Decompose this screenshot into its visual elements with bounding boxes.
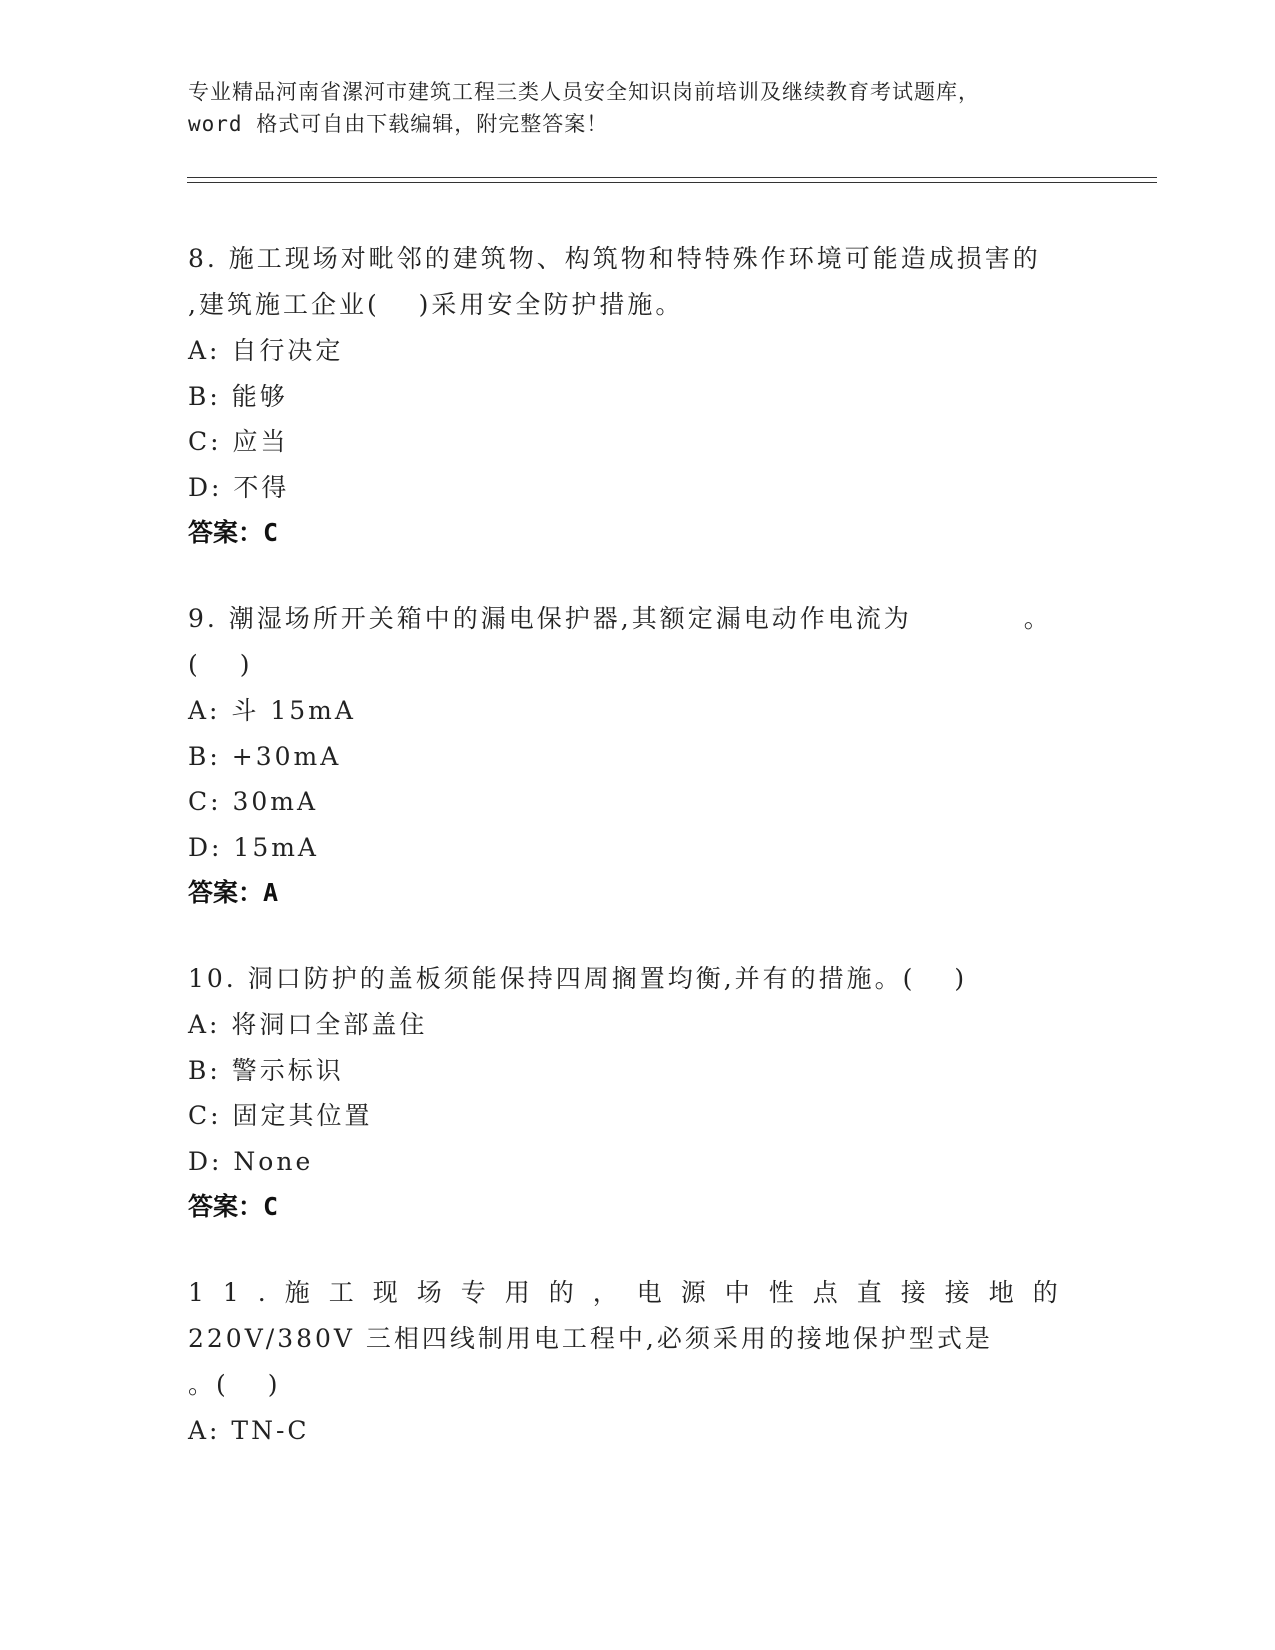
option-d: D: 15mA	[188, 832, 319, 862]
question-8	[188, 236, 1088, 556]
header-title-line-1: 专业精品河南省漯河市建筑工程三类人员安全知识岗前培训及继续教育考试题库，	[188, 80, 980, 104]
option-a: A: TN-C	[188, 1416, 310, 1445]
option-a: A: 将洞口全部盖住	[188, 1010, 428, 1039]
answer-label: 答案：C	[188, 518, 279, 547]
option-b: B: +30mA	[188, 741, 342, 771]
option-d: D: None	[188, 1146, 314, 1176]
option-c: C: 30mA	[188, 787, 319, 816]
answer-label: 答案：A	[188, 878, 279, 907]
option-c: C: 固定其位置	[188, 1101, 373, 1130]
option-c: C: 应当	[188, 427, 289, 456]
question-9	[188, 596, 1088, 916]
question-text: ( )	[188, 650, 253, 679]
header-divider-top	[187, 177, 1157, 178]
option-a: A: 斗 15mA	[188, 696, 356, 725]
question-list	[188, 236, 1088, 1494]
question-11	[188, 1270, 1088, 1454]
option-a: A: 自行决定	[188, 336, 344, 365]
option-d: D: 不得	[188, 472, 290, 502]
option-b: B: 警示标识	[188, 1055, 344, 1085]
question-text: 9. 潮湿场所开关箱中的漏电保护器,其额定漏电动作电流为 。	[188, 604, 1052, 633]
question-text: ,建筑施工企业( )采用安全防护措施。	[188, 290, 684, 319]
answer-label: 答案：C	[188, 1192, 279, 1221]
question-text: 8. 施工现场对毗邻的建筑物、构筑物和特特殊作环境可能造成损害的	[188, 244, 1041, 273]
header-divider-bottom	[187, 182, 1157, 183]
question-text: 220V/380V 三相四线制用电工程中,必须采用的接地保护型式是	[188, 1324, 993, 1353]
option-b: B: 能够	[188, 381, 288, 411]
question-text: 11.施工现场专用的，电源中性点直接接地的	[188, 1278, 1077, 1307]
document-header	[188, 76, 1088, 140]
question-text: 。( )	[188, 1370, 281, 1399]
question-text: 10. 洞口防护的盖板须能保持四周搁置均衡,并有的措施。( )	[188, 964, 968, 993]
question-10	[188, 956, 1088, 1230]
header-title-line-2: word 格式可自由下载编辑，附完整答案！	[188, 112, 609, 136]
